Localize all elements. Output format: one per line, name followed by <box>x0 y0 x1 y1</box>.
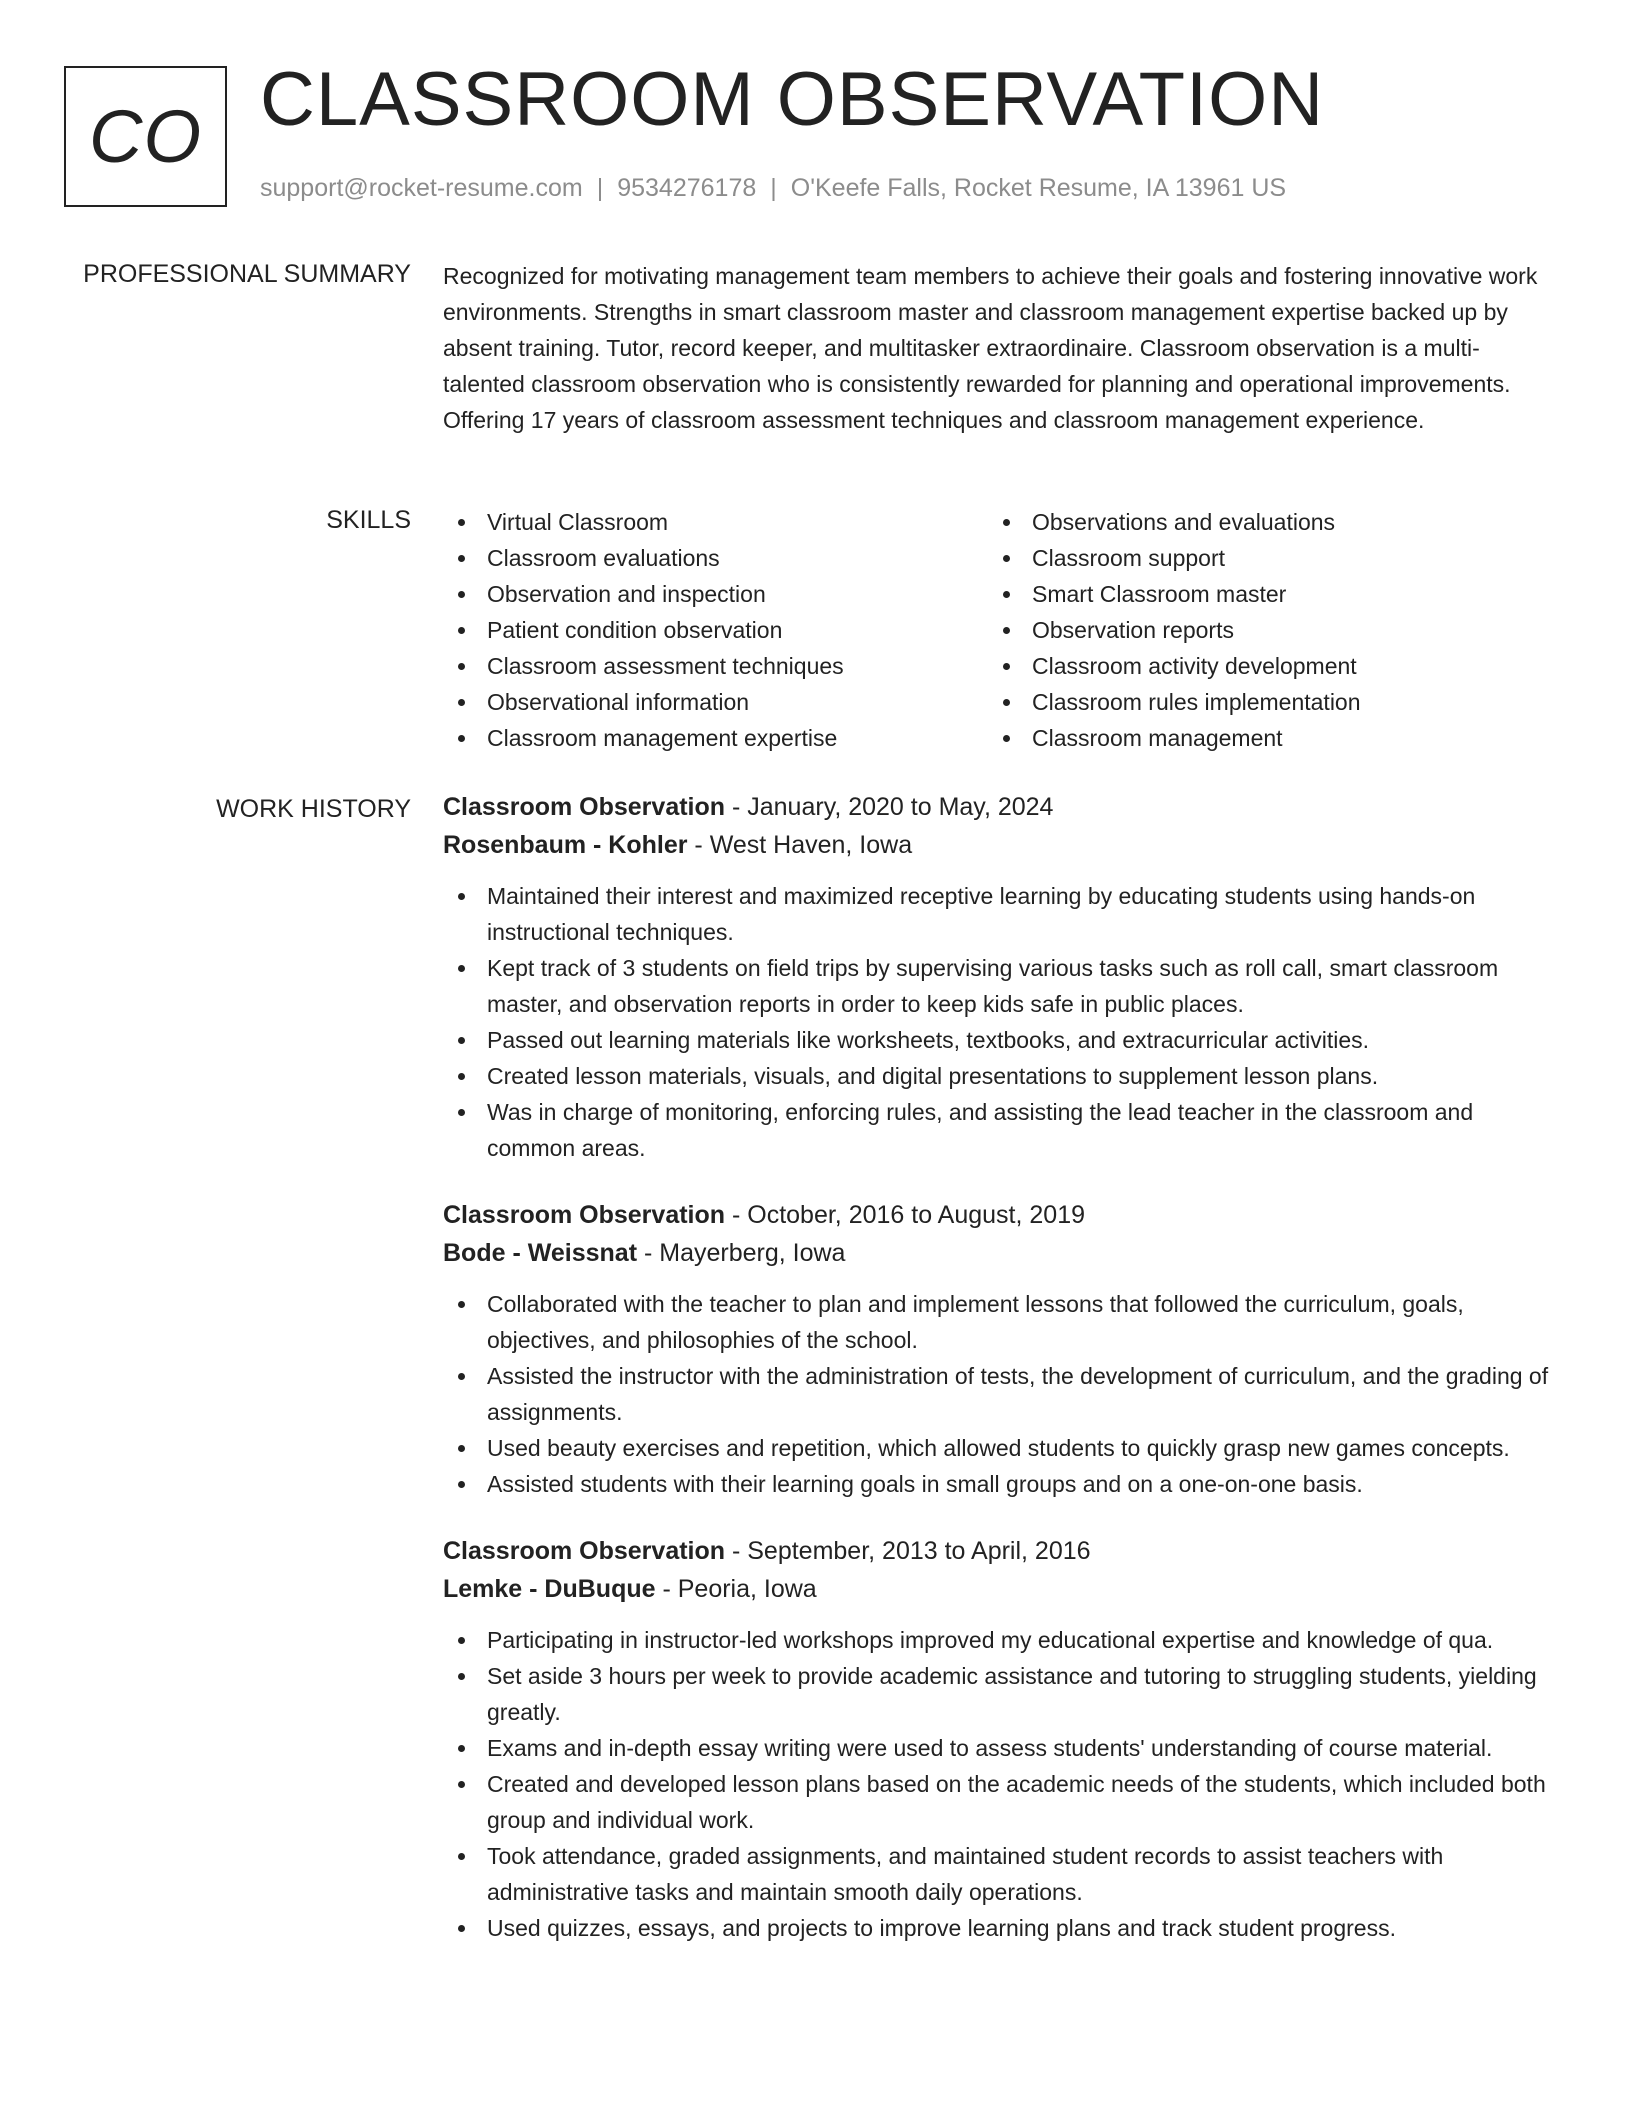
job-bullet: Exams and in-depth essay writing were used to assess students' understanding of course material. <box>443 1730 1553 1766</box>
contact-separator: | <box>770 174 777 202</box>
skills-columns <box>443 504 1553 756</box>
skills-section <box>443 504 1553 756</box>
job-dates: - October, 2016 to August, 2019 <box>725 1201 1086 1229</box>
job-company: Bode - Weissnat <box>443 1239 638 1267</box>
job-bullet: Participating in instructor-led workshops improved my educational expertise and knowledge of qua. <box>443 1622 1553 1658</box>
skills-list-right <box>988 504 1533 756</box>
job-dates: - September, 2013 to April, 2016 <box>725 1537 1091 1565</box>
monogram-initials: CO <box>89 94 202 178</box>
contact-phone: 9534276178 <box>617 174 757 202</box>
skill-item: Classroom activity development <box>988 648 1533 684</box>
job-company-line <box>443 826 1553 864</box>
contact-separator: | <box>596 174 604 202</box>
summary-text: Recognized for motivating management team members to achieve their goals and fostering innovative work environments. Strengths in smart classroom master and classroom management expertise backed up by absent training. Tutor, record keeper, and multitasker extraordinaire. Classroom observation is a multi-talented classroom observation who is consistently rewarded for planning and operational improvements. Offering 17 years of classroom assessment techniques and classroom management experience. <box>443 263 1538 433</box>
job-bullet: Assisted students with their learning goals in small groups and on a one-on-one basis. <box>443 1466 1553 1502</box>
skill-item: Observational information <box>443 684 988 720</box>
contact-email: support@rocket-resume.com <box>260 174 583 202</box>
skill-item: Classroom support <box>988 540 1533 576</box>
job-bullet: Created lesson materials, visuals, and digital presentations to supplement lesson plans. <box>443 1058 1553 1094</box>
job-bullet: Created and developed lesson plans based on the academic needs of the students, which included both group and individual work. <box>443 1766 1553 1838</box>
job-bullets <box>443 1286 1553 1502</box>
job-bullet: Collaborated with the teacher to plan and implement lessons that followed the curriculum, goals, objectives, and philosophies of the school. <box>443 1286 1553 1358</box>
work-history-heading: WORK HISTORY <box>216 795 411 823</box>
skills-list-left <box>443 504 988 756</box>
job-title-line <box>443 1196 1553 1234</box>
job-bullet: Took attendance, graded assignments, and maintained student records to assist teachers with administrative tasks and maintain smooth daily operations. <box>443 1838 1553 1910</box>
monogram-box <box>64 66 227 207</box>
job-bullet: Passed out learning materials like worksheets, textbooks, and extracurricular activities. <box>443 1022 1553 1058</box>
job-location: - West Haven, Iowa <box>687 831 913 859</box>
skill-item: Observations and evaluations <box>988 504 1533 540</box>
skill-item: Classroom assessment techniques <box>443 648 988 684</box>
job-company-line <box>443 1570 1553 1608</box>
skill-item: Classroom management <box>988 720 1533 756</box>
skill-item: Observation reports <box>988 612 1533 648</box>
job-entry <box>443 788 1553 1166</box>
contact-address: O'Keefe Falls, Rocket Resume, IA 13961 US <box>790 174 1287 202</box>
job-title: Classroom Observation <box>443 1201 726 1229</box>
skill-item: Classroom management expertise <box>443 720 988 756</box>
job-location: - Mayerberg, Iowa <box>637 1239 846 1267</box>
job-bullet: Set aside 3 hours per week to provide academic assistance and tutoring to struggling students, yielding greatly. <box>443 1658 1553 1730</box>
skill-item: Smart Classroom master <box>988 576 1533 612</box>
skill-item: Observation and inspection <box>443 576 988 612</box>
job-title: Classroom Observation <box>443 1537 726 1565</box>
summary-heading: PROFESSIONAL SUMMARY <box>83 260 411 288</box>
skill-item: Virtual Classroom <box>443 504 988 540</box>
job-bullet: Used beauty exercises and repetition, which allowed students to quickly grasp new games concepts. <box>443 1430 1553 1466</box>
job-location: - Peoria, Iowa <box>655 1575 817 1603</box>
job-bullet: Was in charge of monitoring, enforcing rules, and assisting the lead teacher in the classroom and common areas. <box>443 1094 1553 1166</box>
job-bullet: Used quizzes, essays, and projects to improve learning plans and track student progress. <box>443 1910 1553 1946</box>
skill-item: Classroom evaluations <box>443 540 988 576</box>
job-company: Rosenbaum - Kohler <box>443 831 688 859</box>
job-title-line <box>443 788 1553 826</box>
job-company-line <box>443 1234 1553 1272</box>
job-bullet: Maintained their interest and maximized receptive learning by educating students using hands-on instructional techniques. <box>443 878 1553 950</box>
job-bullets <box>443 878 1553 1166</box>
job-bullet: Assisted the instructor with the administration of tests, the development of curriculum, and the grading of assignments. <box>443 1358 1553 1430</box>
work-history-section <box>443 788 1553 1976</box>
contact-line <box>260 174 1286 203</box>
job-entry <box>443 1532 1553 1946</box>
job-company: Lemke - DuBuque <box>443 1575 656 1603</box>
skill-item: Patient condition observation <box>443 612 988 648</box>
candidate-name: CLASSROOM OBSERVATION <box>260 57 1325 142</box>
job-bullets <box>443 1622 1553 1946</box>
summary-section <box>443 258 1553 438</box>
job-dates: - January, 2020 to May, 2024 <box>725 793 1054 821</box>
skills-heading: SKILLS <box>326 506 411 534</box>
job-title: Classroom Observation <box>443 793 726 821</box>
skill-item: Classroom rules implementation <box>988 684 1533 720</box>
job-bullet: Kept track of 3 students on field trips by supervising various tasks such as roll call, smart classroom master, and observation reports in order to keep kids safe in public places. <box>443 950 1553 1022</box>
job-title-line <box>443 1532 1553 1570</box>
job-entry <box>443 1196 1553 1502</box>
